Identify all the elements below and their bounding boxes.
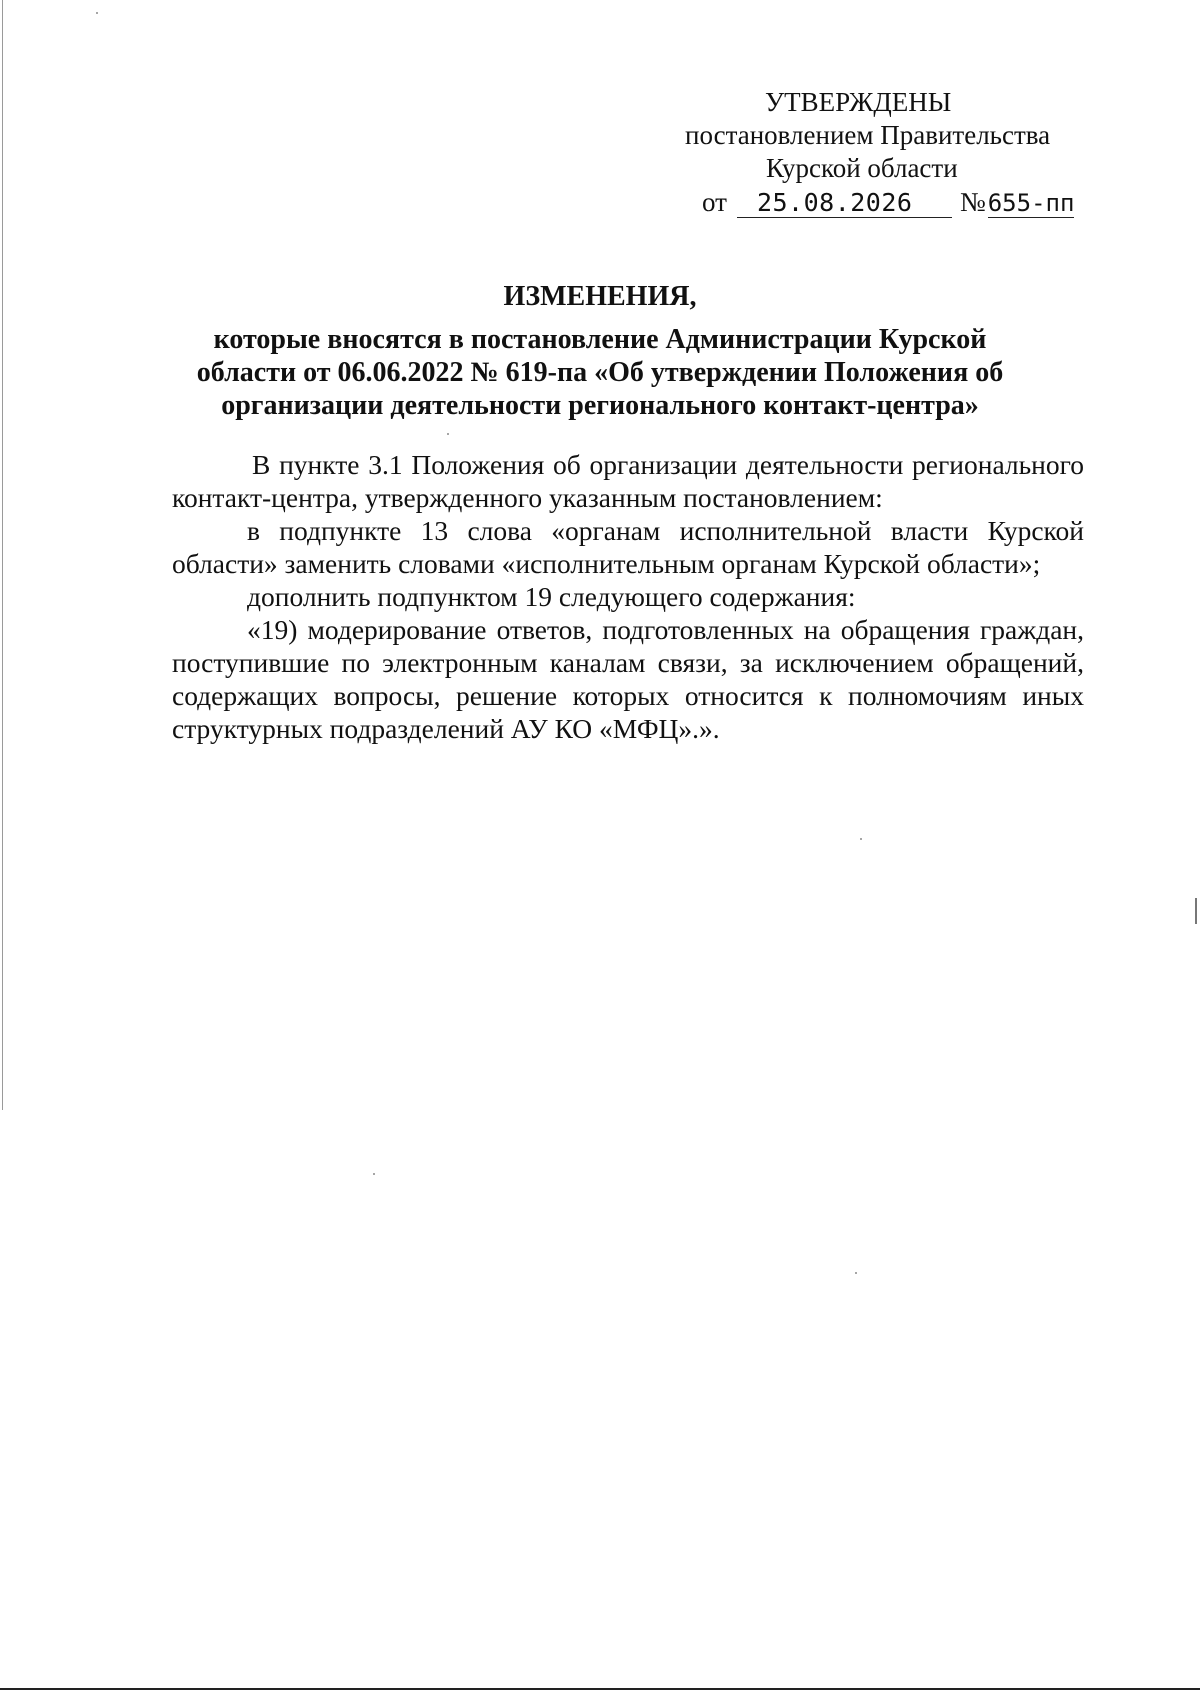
scan-speck bbox=[855, 1272, 857, 1274]
approval-title: УТВЕРЖДЕНЫ bbox=[765, 87, 952, 117]
scan-speck bbox=[96, 12, 98, 14]
document-subtitle bbox=[180, 323, 1020, 422]
subtitle-line: организации деятельности регионального контакт-центра» bbox=[221, 390, 979, 421]
body-paragraph: дополнить подпунктом 19 следующего содержания: bbox=[247, 581, 856, 612]
scan-edge-bottom bbox=[0, 1688, 1200, 1690]
subtitle-line: области от 06.06.2022 № 619-па «Об утверждении Положения об bbox=[196, 357, 1004, 388]
body-paragraph: В пункте 3.1 Положения об организации деятельности регионального контакт-центра, утвержденного указанным постановлением: bbox=[172, 449, 1084, 513]
subtitle-line: которые вносятся в постановление Администрации Курской bbox=[213, 324, 987, 355]
scan-speck bbox=[373, 1173, 375, 1175]
body-paragraph: в подпункте 13 слова «органам исполнительной власти Курской области» заменить словами «исполнительным органам Курской области»; bbox=[172, 515, 1084, 579]
approval-org: Курской области bbox=[766, 153, 958, 183]
document-title: ИЗМЕНЕНИЯ, bbox=[503, 281, 697, 312]
number-label: № bbox=[959, 187, 986, 217]
scan-speck bbox=[447, 433, 449, 435]
scan-mark-right bbox=[1195, 898, 1197, 924]
body-paragraph: «19) модерирование ответов, подготовленных на обращения граждан, поступившие по электронным каналам связи, за исключением обращений, содержащих вопросы, решение которых относится к полномочиям иных структурных подразделений АУ КО «МФЦ».». bbox=[172, 614, 1084, 744]
approval-date-row bbox=[702, 186, 1074, 218]
approval-number: 655-пп bbox=[987, 189, 1075, 217]
scan-speck bbox=[860, 838, 862, 840]
approval-by: постановлением Правительства bbox=[685, 120, 1051, 150]
approval-date: 25.08.2026 bbox=[737, 189, 952, 218]
scan-edge-left bbox=[2, 0, 3, 1110]
date-prefix: от bbox=[702, 187, 727, 217]
document-body bbox=[172, 448, 1084, 745]
